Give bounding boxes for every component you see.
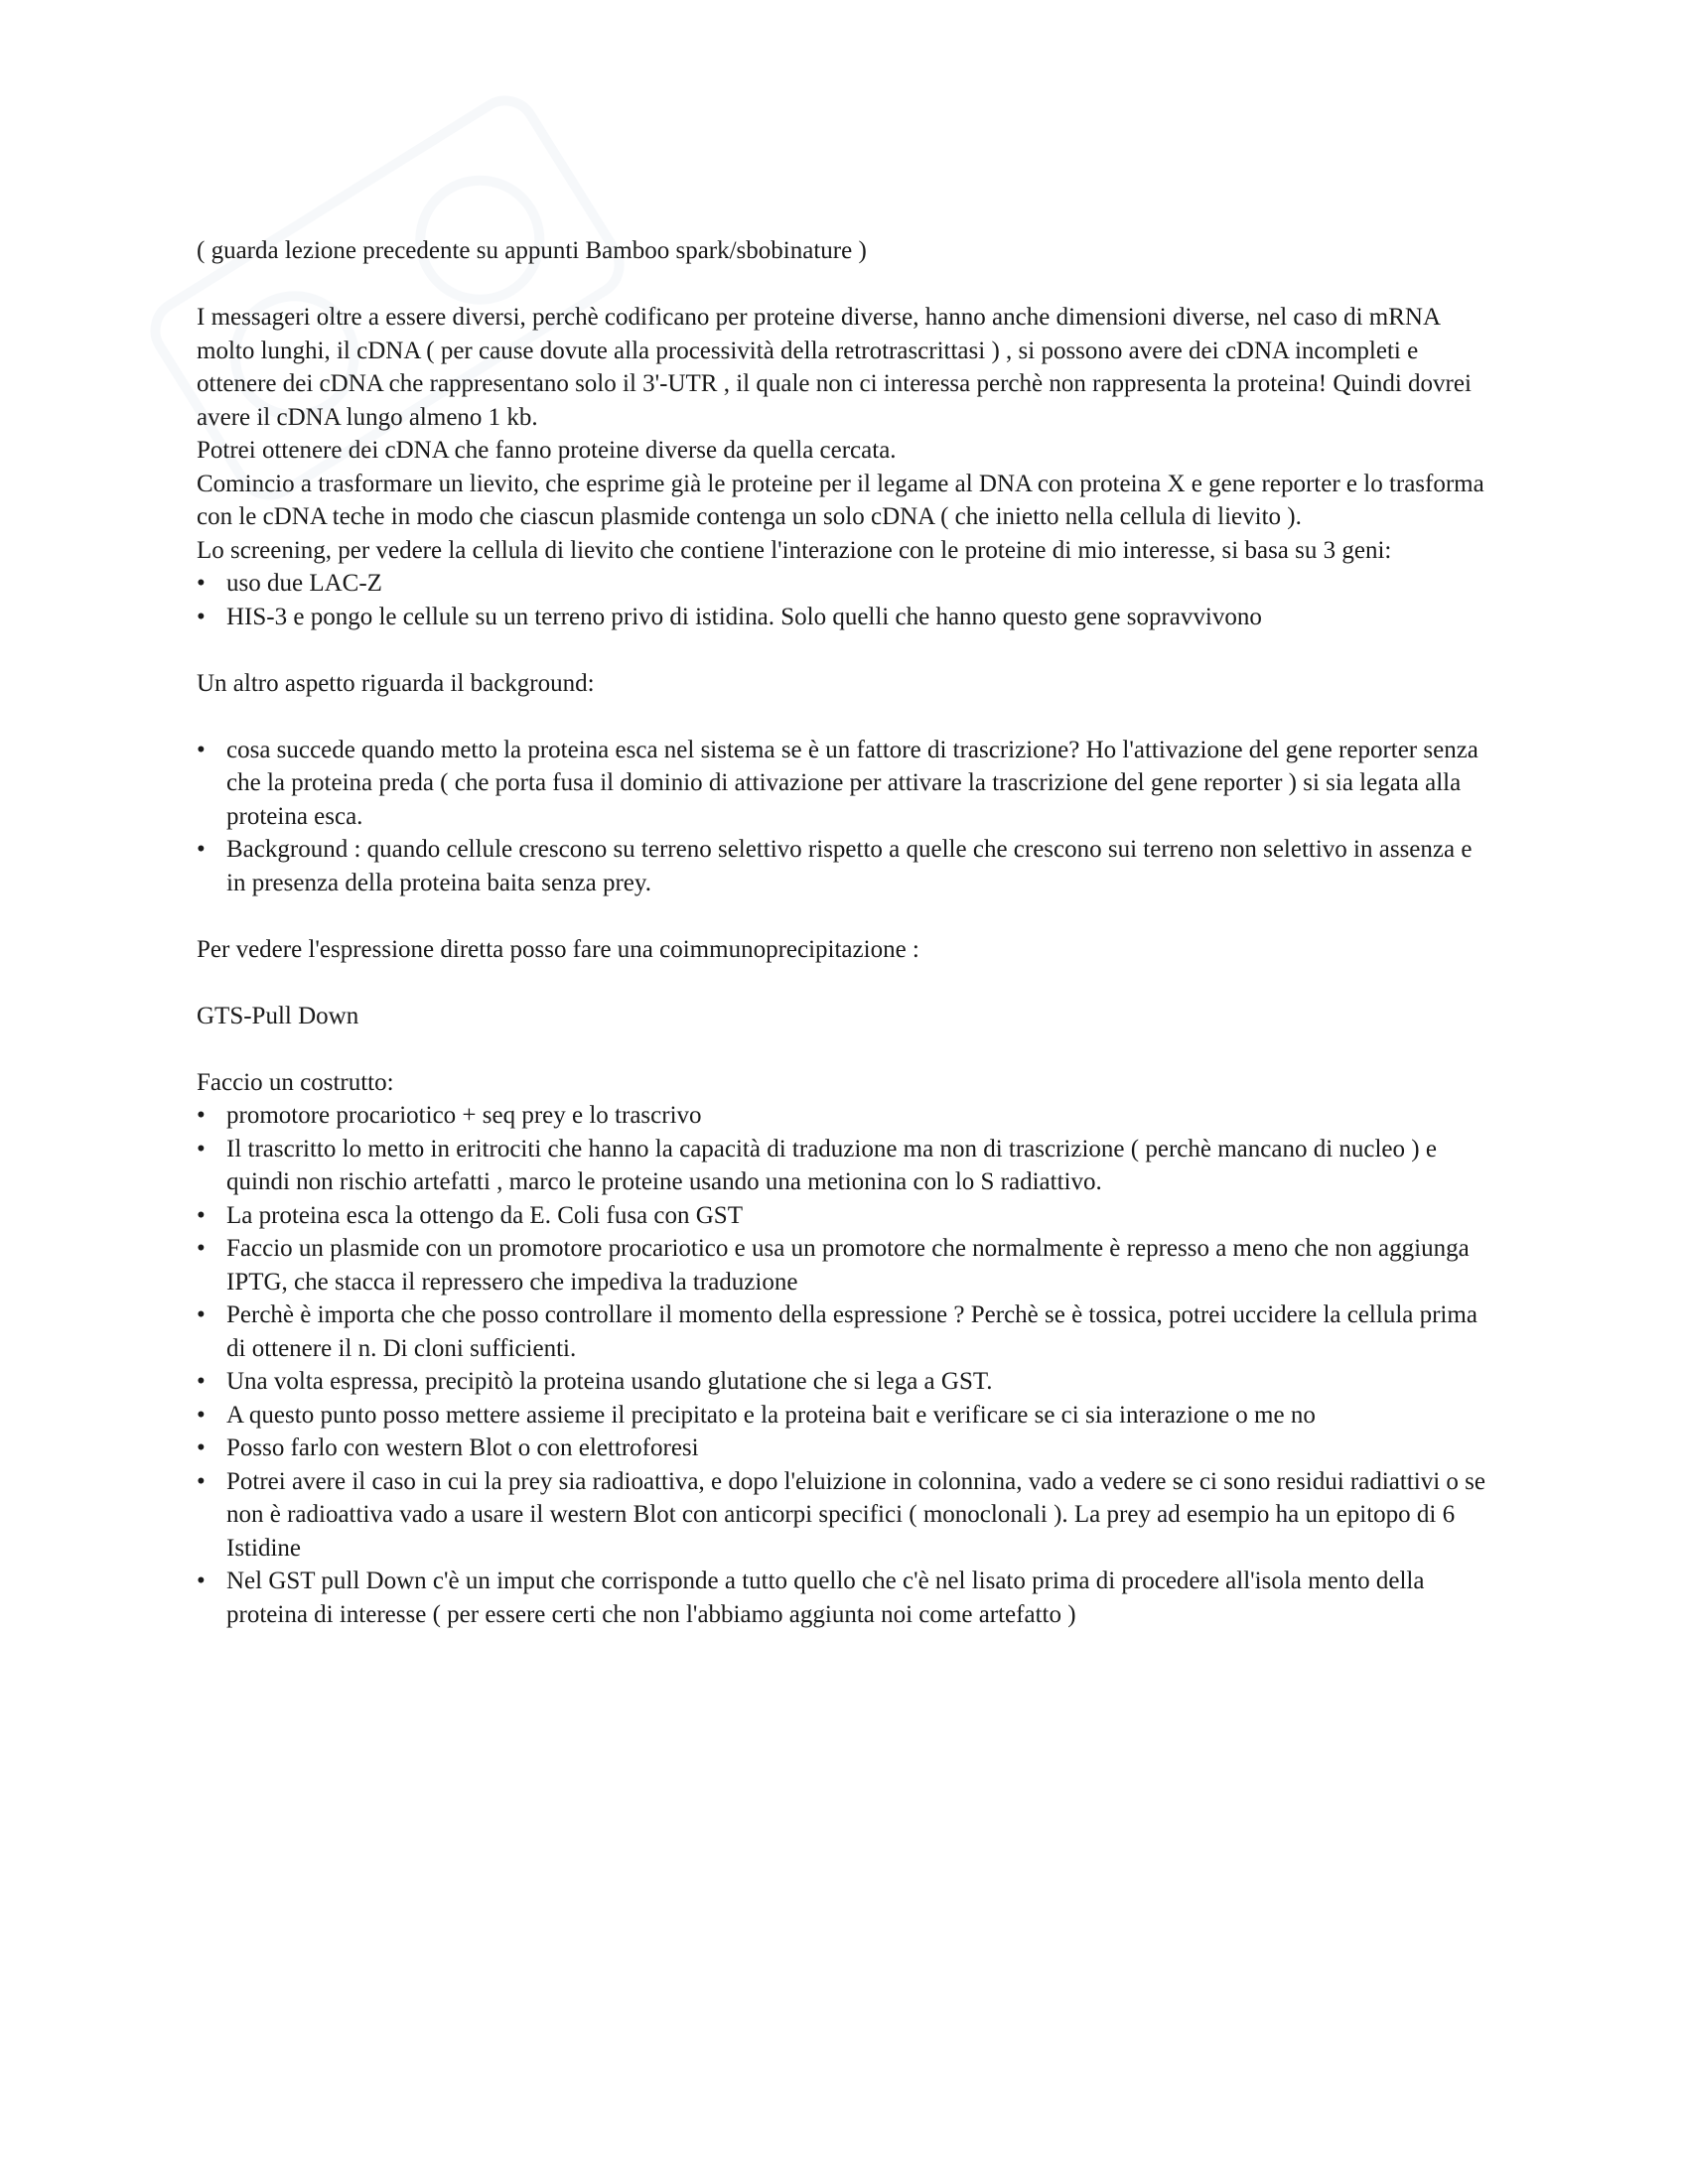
list-item-text: Background : quando cellule crescono su terreno selettivo rispetto a quelle che crescono sui terreno non selettivo in assenza e in presenza della proteina baita senza prey. [226, 836, 1473, 896]
bullet-icon: • [197, 1135, 206, 1162]
bullet-icon: • [197, 570, 206, 597]
list-item-text: Faccio un plasmide con un promotore procariotico e usa un promotore che normalmente è represso a meno che non aggiunga IPTG, che stacca il repressero che impediva la traduzione [226, 1235, 1470, 1296]
bullet-icon: • [197, 836, 206, 863]
list-item-text: Posso farlo con western Blot o con elettroforesi [226, 1434, 699, 1461]
paragraph-costrutto: Faccio un costrutto: [197, 1068, 394, 1096]
list-item [197, 1432, 1497, 1465]
list-item-text: Potrei avere il caso in cui la prey sia radioattiva, e dopo l'eluizione in colonnina, vado a vedere se ci sono residui radiattivi o se non è radioattiva vado a usare il western Blot con anticorpi specifici ( monoclonali ). La prey ad esempio ha un epitopo di 6 Istidine [226, 1467, 1485, 1562]
spacer [197, 899, 1497, 933]
list-item [197, 1199, 1497, 1233]
paragraph-potrei: Potrei ottenere dei cDNA che fanno proteine diverse da quella cercata. [197, 437, 897, 464]
list-item-text: Una volta espressa, precipitò la proteina usando glutatione che si lega a GST. [226, 1368, 993, 1395]
document-body [197, 234, 1497, 1631]
list-item [197, 833, 1497, 899]
list-item-text: cosa succede quando metto la proteina esca nel sistema se è un fattore di trascrizione? Ho l'attivazione del gene reporter senza che la proteina preda ( che porta fusa il dominio di attivazione per attivare la trascrizione del gene reporter ) si sia legata alla proteina esca. [226, 736, 1478, 830]
list-item [197, 1133, 1497, 1199]
list-item-text: Nel GST pull Down c'è un imput che corrisponde a tutto quello che c'è nel lisato prima di procedere all'isola mento della proteina di interesse ( per essere certi che non l'abbiamo aggiunta noi come artefatto ) [226, 1568, 1425, 1628]
bullet-icon: • [197, 1467, 206, 1495]
list-costrutto [197, 1099, 1497, 1631]
list-item-text: uso due LAC-Z [226, 570, 382, 597]
bullet-icon: • [197, 736, 206, 763]
list-item [197, 1298, 1497, 1365]
list-item-text: Il trascritto lo metto in eritrociti che hanno la capacità di traduzione ma non di trascrizione ( perchè mancano di nucleo ) e quindi non rischio artefatti , marco le proteine usando una metionina con lo S radiattivo. [226, 1135, 1437, 1195]
list-item-text: La proteina esca la ottengo da E. Coli fusa con GST [226, 1201, 743, 1229]
bullet-icon: • [197, 1368, 206, 1395]
list-item [197, 567, 1497, 601]
paragraph-coimmunoprecipitazione: Per vedere l'espressione diretta posso fare una coimmunoprecipitazione : [197, 935, 919, 963]
list-item [197, 1365, 1497, 1399]
list-item-text: promotore procariotico + seq prey e lo trascrivo [226, 1102, 702, 1129]
intro-line: ( guarda lezione precedente su appunti Bamboo spark/sbobinature ) [197, 237, 867, 264]
paragraph-altro-aspetto: Un altro aspetto riguarda il background: [197, 669, 595, 697]
spacer [197, 1032, 1497, 1066]
bullet-icon: • [197, 1235, 206, 1262]
bullet-icon: • [197, 1301, 206, 1328]
list-item [197, 1565, 1497, 1631]
list-geni [197, 567, 1497, 633]
bullet-icon: • [197, 1568, 206, 1594]
paragraph-screening: Lo screening, per vedere la cellula di lievito che contiene l'interazione con le proteine di mio interesse, si basa su 3 geni: [197, 536, 1392, 564]
list-item [197, 1099, 1497, 1133]
bullet-icon: • [197, 1434, 206, 1461]
list-item [197, 734, 1497, 834]
section-heading-gts-pull-down: GTS-Pull Down [197, 1002, 359, 1029]
spacer [197, 268, 1497, 302]
list-background [197, 734, 1497, 900]
bullet-icon: • [197, 603, 206, 630]
list-item [197, 1399, 1497, 1433]
spacer [197, 633, 1497, 667]
bullet-icon: • [197, 1201, 206, 1229]
spacer [197, 966, 1497, 1000]
bullet-icon: • [197, 1102, 206, 1129]
paragraph-messaggeri: I messageri oltre a essere diversi, perchè codificano per proteine diverse, hanno anche dimensioni diverse, nel caso di mRNA molto lunghi, il cDNA ( per cause dovute alla processività della retrotrascrittasi ) , si possono avere dei cDNA incompleti e ottenere dei cDNA che rappresentano solo il 3'-UTR , il quale non ci interessa perchè non rappresenta la proteina! Quindi dovrei avere il cDNA lungo almeno 1 kb. [197, 304, 1472, 431]
list-item [197, 601, 1497, 634]
bullet-icon: • [197, 1401, 206, 1429]
list-item-text: A questo punto posso mettere assieme il precipitato e la proteina bait e verificare se ci sia interazione o me no [226, 1401, 1316, 1429]
list-item [197, 1232, 1497, 1298]
list-item-text: Perchè è importa che che posso controllare il momento della espressione ? Perchè se è tossica, potrei uccidere la cellula prima di ottenere il n. Di cloni sufficienti. [226, 1301, 1477, 1362]
spacer [197, 700, 1497, 734]
list-item [197, 1465, 1497, 1566]
paragraph-comincio: Comincio a trasformare un lievito, che esprime già le proteine per il legame al DNA con proteina X e gene reporter e lo trasforma con le cDNA teche in modo che ciascun plasmide contenga un solo cDNA ( che inietto nella cellula di lievito ). [197, 470, 1484, 530]
list-item-text: HIS-3 e pongo le cellule su un terreno privo di istidina. Solo quelli che hanno questo gene sopravvivono [226, 603, 1262, 630]
